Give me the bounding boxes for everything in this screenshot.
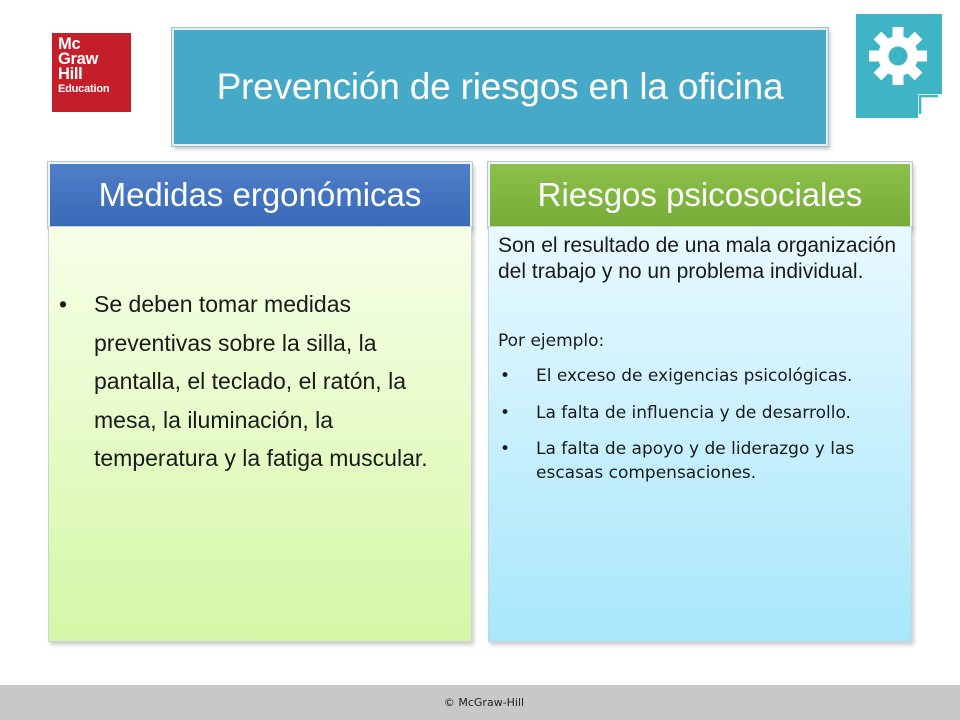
mcgraw-hill-education-logo bbox=[52, 33, 131, 112]
copyright-text: © McGraw-Hill bbox=[443, 696, 525, 709]
psychosocial-examples-list bbox=[498, 365, 901, 485]
list-item: • La falta de influencia y de desarrollo. bbox=[498, 402, 901, 426]
examples-intro: Por ejemplo: bbox=[498, 331, 605, 351]
ergonomic-measures-panel bbox=[48, 226, 472, 642]
slide-title: Prevención de riesgos en la oficina bbox=[216, 66, 784, 107]
list-item: • La falta de apoyo y de liderazgo y las escasas compensaciones. bbox=[498, 438, 901, 485]
logo-line-4: Education bbox=[58, 83, 110, 95]
list-item: • El exceso de exigencias psicológicas. bbox=[498, 365, 901, 389]
ergonomic-measures-list bbox=[59, 285, 463, 478]
logo-line-2: Graw bbox=[58, 50, 99, 68]
footer-bar bbox=[0, 685, 960, 720]
psychosocial-risks-header: Riesgos psicosociales bbox=[488, 162, 912, 228]
logo-line-3: Hill bbox=[58, 65, 83, 83]
title-banner bbox=[172, 28, 828, 146]
psychosocial-lead-text: Son el resultado de una mala organización del trabajo y no un problema individual. bbox=[498, 234, 897, 283]
gear-document-icon bbox=[856, 14, 942, 118]
list-item: • Se deben tomar medidas preventivas sobre la silla, la pantalla, el teclado, el ratón, la mesa, la iluminación, la temperatura y la fatiga muscular. bbox=[59, 285, 463, 478]
ergonomic-measures-header: Medidas ergonómicas bbox=[48, 162, 472, 228]
logo-line-1: Mc bbox=[58, 35, 81, 53]
psychosocial-risks-panel bbox=[488, 226, 912, 642]
